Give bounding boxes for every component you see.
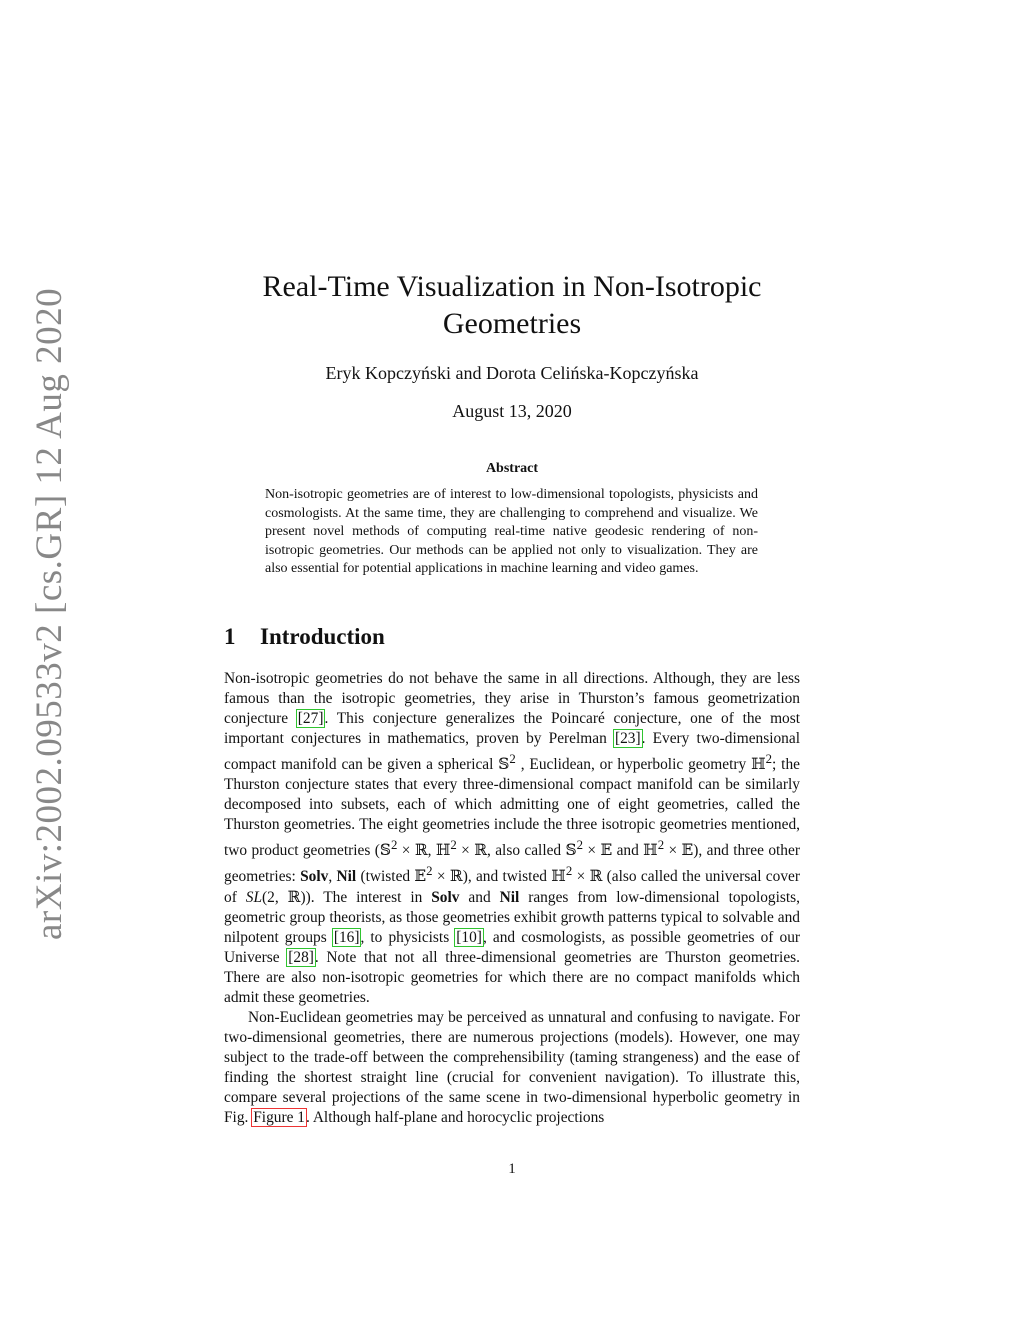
title-line-1: Real-Time Visualization in Non-Isotropic: [262, 270, 762, 303]
date: August 13, 2020: [452, 401, 572, 421]
citation-link[interactable]: [16]: [333, 929, 360, 947]
page-number: 1: [508, 1161, 516, 1177]
paragraph-1: Non-isotropic geometries do not behave the same in all directions. Although, they are less famous than the isotropic geometries, they arise in Thurston’s famous geometrization conjecture [27]. This conjecture generalizes the Poincaré conjecture, one of the most important conjectures in mathematics, proven by Perelman [23]. Every two-dimensional compact manifold can be given a spherical 𝕊$^2$ , Euclidean, or hyperbolic geometry ℍ$^2$; the Thurston conjecture states that every three-dimensional compact manifold can be similarly decomposed into subsets, each of which admitting one of eight geometries, called the Thurston geometries. The eight geometries include the three isotropic geometries mentioned, two product geometries (𝕊$^2$ × ℝ, ℍ$^2$ × ℝ, also called 𝕊$^2$ × 𝔼 and ℍ$^2$ × 𝔼), and three other geometries: Solv, Nil (twisted 𝔼$^2$ × ℝ), and twisted ℍ$^2$ × ℝ (also called the universal cover of SL(2, ℝ)). The interest in Solv and Nil ranges from low-dimensional topologists, geometric group theorists, as those geometries exhibit growth patterns typical to solvable and nilpotent groups [16], to physicists [10], and cosmologists, as possible geometries of our Universe [28]. Note that not all three-dimensional geometries are Thurston geometries. There are also non-isotropic geometries for which there are no compact manifolds which admit these geometries.: [224, 670, 801, 1007]
citation-link[interactable]: [27]: [297, 710, 324, 727]
section-heading: [224, 624, 385, 650]
abstract-heading: Abstract: [485, 461, 539, 476]
paragraph-2: Non-Euclidean geometries may be perceived as unnatural and confusing to navigate. For two-dimensional geometries, there are numerous projections (models). However, one may subject to the trade-off between the comprehensibility (taming strangeness) and the ease of finding the shortest straight line (crucial for convenient navigation). To illustrate this, compare several projections of the same scene in two-dimensional hyperbolic geometry in Fig. Figure 1. Although half-plane and horocyclic projections: [224, 1009, 800, 1127]
title-line-2: Geometries: [442, 307, 582, 340]
arxiv-stamp: arXiv:2002.09533v2 [cs.GR] 12 Aug 2020: [29, 287, 70, 940]
figure-link[interactable]: Figure 1: [253, 1109, 305, 1127]
citation-link[interactable]: [23]: [614, 730, 641, 747]
abstract-text: Non-isotropic geometries are of interest to low-dimensional topologists, physicists and cosmologists. At the same time, they are challenging to comprehend and visualize. We present novel methods of computing real-time native geodesic rendering of non-isotropic geometries. Our methods can be applied not only to visualization. They are also essential for potential applications in machine learning and video games.: [265, 487, 758, 577]
citation-link[interactable]: [10]: [456, 929, 482, 947]
citation-link[interactable]: [28]: [288, 949, 314, 967]
body-text: [224, 669, 800, 1128]
section-title: Introduction: [260, 624, 385, 649]
section-number: 1: [224, 624, 236, 649]
authors: Eryk Kopczyński and Dorota Celińska-Kopczyńska: [325, 363, 699, 383]
paper-title: [222, 268, 802, 342]
